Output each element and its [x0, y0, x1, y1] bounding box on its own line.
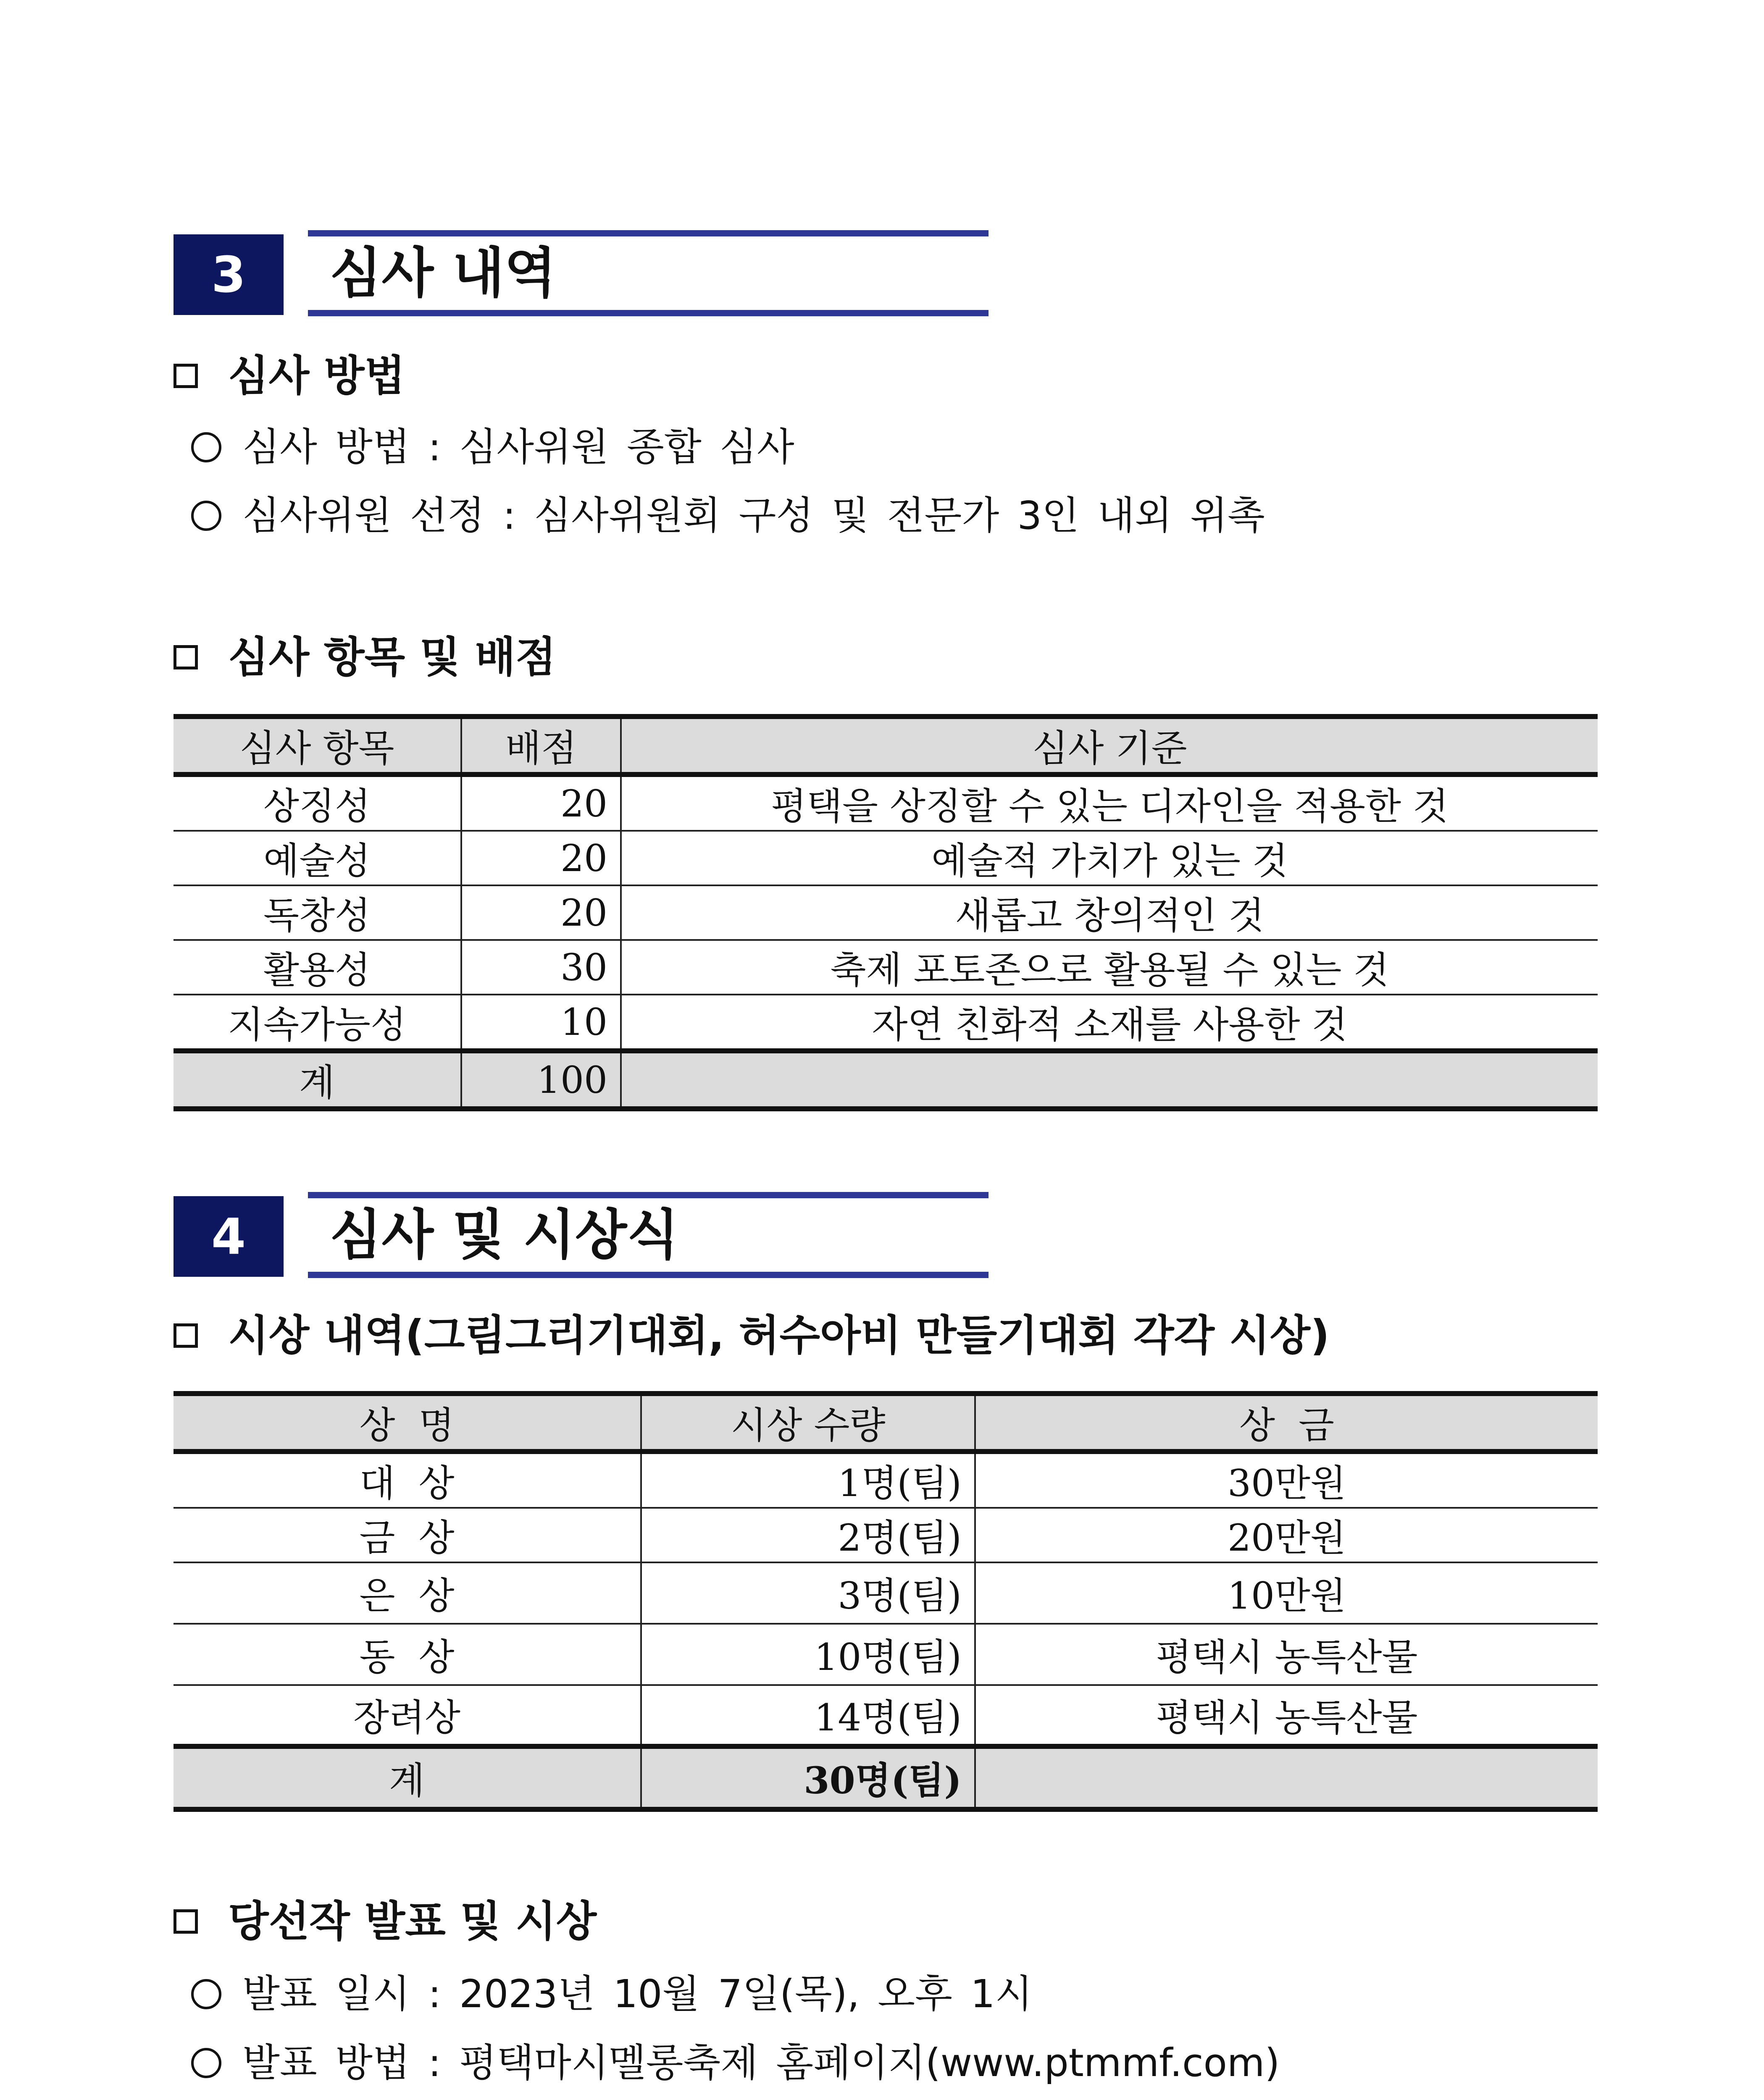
total-prize: [975, 1746, 1598, 1809]
table-row: [174, 1685, 1598, 1746]
table-row: [174, 774, 1598, 831]
table-row: [174, 1452, 1598, 1508]
square-bullet-icon: [174, 645, 198, 669]
award-count-cell: 1명(팀): [641, 1452, 975, 1508]
item-cell: 독창성: [174, 885, 461, 940]
award-prize-cell: 10만원: [975, 1562, 1598, 1624]
award-count-cell: 10명(팀): [641, 1624, 975, 1685]
total-count: 30명(팀): [641, 1746, 975, 1809]
total-score: 100: [461, 1051, 621, 1109]
award-name-cell: 동 상: [174, 1624, 641, 1685]
award-name-cell: 장려상: [174, 1685, 641, 1746]
table-row: [174, 995, 1598, 1051]
criteria-table: [174, 714, 1598, 1111]
table-total-row: [174, 1746, 1598, 1809]
criterion-cell: 예술적 가치가 있는 것: [621, 831, 1598, 885]
square-bullet-icon: [174, 1323, 198, 1348]
item-cell: 활용성: [174, 940, 461, 995]
column-header: 상 명: [174, 1394, 641, 1452]
bullet-line: 발표 일시 : 2023년 10월 7일(목), 오후 1시: [191, 1969, 1033, 2019]
header-rule-top: [308, 1192, 988, 1198]
award-prize-cell: 20만원: [975, 1508, 1598, 1562]
table-total-row: [174, 1051, 1598, 1109]
header-rule-bottom: [308, 310, 988, 316]
total-criterion: [621, 1051, 1598, 1109]
total-label: 계: [174, 1051, 461, 1109]
subheading-awards: 시상 내역(그림그리기대회, 허수아비 만들기대회 각각 시상): [174, 1310, 1330, 1361]
column-header: 심사 항목: [174, 717, 461, 774]
column-header: 시상 수량: [641, 1394, 975, 1452]
column-header: 상 금: [975, 1394, 1598, 1452]
bullet-line: 발표 방법 : 평택마시멜롱축제 홈페이지(www.ptmmf.com): [191, 2038, 1280, 2088]
section-title: 심사 내역: [330, 242, 557, 304]
award-count-cell: 2명(팀): [641, 1508, 975, 1562]
score-cell: 20: [461, 831, 621, 885]
circle-bullet-icon: [191, 2048, 221, 2078]
score-cell: 20: [461, 885, 621, 940]
bullet-line: 심사 방법 : 심사위원 종합 심사: [191, 422, 794, 472]
column-header: 심사 기준: [621, 717, 1598, 774]
award-name-cell: 금 상: [174, 1508, 641, 1562]
table-row: [174, 885, 1598, 940]
table-header-row: [174, 1394, 1598, 1452]
table-row: [174, 1624, 1598, 1685]
section-4-header: [174, 1192, 988, 1278]
criterion-cell: 축제 포토존으로 활용될 수 있는 것: [621, 940, 1598, 995]
award-name-cell: 은 상: [174, 1562, 641, 1624]
table-row: [174, 1508, 1598, 1562]
award-prize-cell: 평택시 농특산물: [975, 1624, 1598, 1685]
award-prize-cell: 30만원: [975, 1452, 1598, 1508]
score-cell: 30: [461, 940, 621, 995]
item-cell: 지속가능성: [174, 995, 461, 1051]
item-cell: 상징성: [174, 774, 461, 831]
item-cell: 예술성: [174, 831, 461, 885]
header-rule-top: [308, 230, 988, 236]
award-name-cell: 대 상: [174, 1452, 641, 1508]
table-row: [174, 940, 1598, 995]
circle-bullet-icon: [191, 1979, 221, 2009]
subheading-announcement: 당선작 발표 및 시상: [174, 1896, 597, 1947]
subheading-criteria: 심사 항목 및 배점: [174, 632, 556, 682]
awards-table: [174, 1391, 1598, 1812]
table-header-row: [174, 717, 1598, 774]
score-cell: 10: [461, 995, 621, 1051]
award-count-cell: 14명(팀): [641, 1685, 975, 1746]
score-cell: 20: [461, 774, 621, 831]
award-count-cell: 3명(팀): [641, 1562, 975, 1624]
criterion-cell: 새롭고 창의적인 것: [621, 885, 1598, 940]
section-3-header: [174, 230, 988, 316]
column-header: 배점: [461, 717, 621, 774]
table-row: [174, 831, 1598, 885]
circle-bullet-icon: [191, 501, 221, 531]
square-bullet-icon: [174, 1909, 198, 1934]
circle-bullet-icon: [191, 432, 221, 462]
subheading-method: 심사 방법: [174, 351, 405, 401]
bullet-line: 심사위원 선정 : 심사위원회 구성 및 전문가 3인 내외 위촉: [191, 491, 1265, 541]
total-label: 계: [174, 1746, 641, 1809]
award-prize-cell: 평택시 농특산물: [975, 1685, 1598, 1746]
table-row: [174, 1562, 1598, 1624]
section-number: 3: [174, 234, 284, 315]
criterion-cell: 자연 친화적 소재를 사용한 것: [621, 995, 1598, 1051]
section-title: 심사 및 시상식: [330, 1204, 679, 1266]
header-rule-bottom: [308, 1272, 988, 1278]
criterion-cell: 평택을 상징할 수 있는 디자인을 적용한 것: [621, 774, 1598, 831]
section-number: 4: [174, 1196, 284, 1277]
square-bullet-icon: [174, 364, 198, 388]
